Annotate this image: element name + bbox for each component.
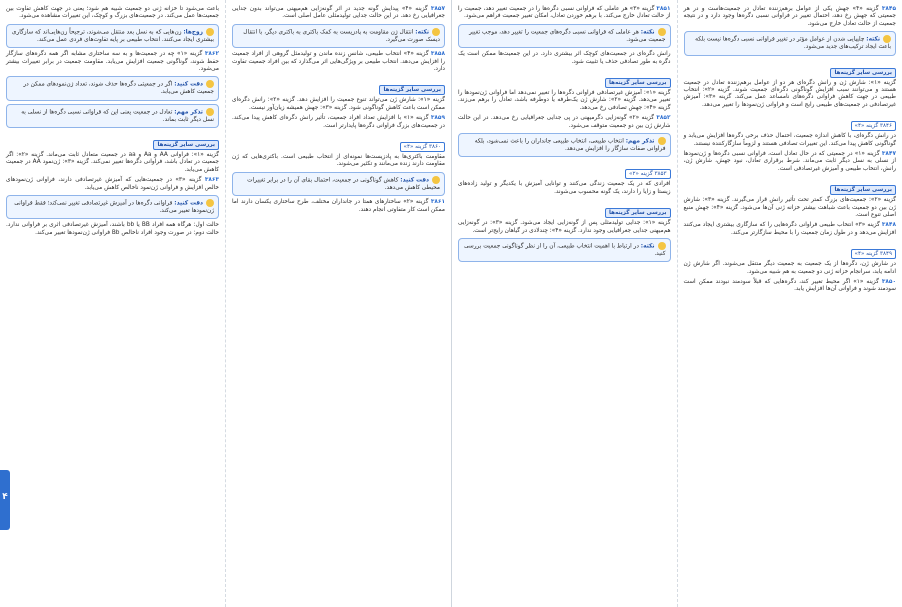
right-page-column-1	[678, 0, 902, 607]
note-text: هر عاملی که فراوانی نسبی دگره‌های جمعیت را تغییر دهد، موجب تغییر جمعیت می‌شود.	[468, 29, 666, 43]
answer-option-badge: ۳۸۶۰ گزینه «۴»	[400, 142, 445, 152]
answer-paragraph	[232, 97, 445, 112]
badge-row	[684, 59, 897, 80]
paragraph-text: افرادی که در یک جمعیت زندگی می‌کنند و توانایی آمیزش با یکدیگر و تولید زاده‌های زیستا و زایا را دارند، یک گونه محسوب می‌شوند.	[458, 181, 671, 195]
paragraph-text: گزینه «۱» با افزایش تعداد افراد جمعیت، تأثیر رانش دگره‌ای کاهش پیدا می‌کند. در جمعیت‌های بزرگ فراوانی دگره‌ها پایدارتر است.	[232, 115, 445, 129]
answer-paragraph	[458, 51, 671, 66]
answer-paragraph	[684, 197, 897, 219]
answer-paragraph	[232, 199, 445, 214]
review-options-badge: بررسی سایر گزینه‌ها	[830, 68, 896, 78]
note-text: انتقال ژن مقاومت به پادزیست به کمک باکتری به باکتری دیگر، با انتقال دیسک صورت می‌گیرد.	[243, 29, 440, 43]
answer-paragraph	[458, 115, 671, 130]
left-page-column-2	[0, 0, 226, 607]
paragraph-text: گزینه «۱»: شارش ژن و رانش دگره‌ای هر دو از عوامل برهم‌زننده تعادل در جمعیت هستند و می‌توانند سبب افزایش گوناگونی دگره‌ای جمعیت شوند. گزینه «۲»: انتخاب طبیعی در جهت کاهش فراوانی دگره‌های نامساعد عمل می‌کند. گزینه «۳»: آمیزش غیرتصادفی در جمعیت‌های طبیعی رایج است و فراوانی ژن‌نمودها را تغییر می‌دهد.	[683, 79, 897, 108]
badge-row	[684, 112, 897, 133]
paragraph-text: گزینه «۲» گونه‌زایی دگرمیهنی در پی جدایی جغرافیایی رخ می‌دهد. در این حالت شارش ژن بین دو جمعیت متوقف می‌شود.	[458, 115, 671, 129]
badge-row	[458, 160, 671, 181]
paragraph-text: در رانش دگره‌ای، با کاهش اندازه جمعیت، احتمال حذف برخی دگره‌ها افزایش می‌یابد و گوناگونی کاهش پیدا می‌کند. این تغییرات تصادفی هستند و لزوماً سازگارکننده نیستند.	[683, 133, 896, 147]
lightbulb-icon	[206, 28, 214, 36]
paragraph-text: در شارش ژن، دگره‌ها از یک جمعیت به جمعیت دیگر منتقل می‌شوند. اگر شارش ژن ادامه یابد، سرانجام خزانه ژنی دو جمعیت به هم شبیه می‌شود.	[683, 261, 896, 275]
question-number: ۳۸۵۸	[430, 51, 446, 58]
note-box	[458, 238, 671, 262]
paragraph-text: گزینه «۲» ساختارهای همتا در جانداران مختلف، طرح ساختاری یکسان دارند اما ممکن است کار متفاوتی انجام دهند.	[232, 199, 445, 213]
note-box	[6, 195, 219, 219]
badge-row	[458, 199, 671, 220]
paragraph-text: گزینه «۴» جهش یکی از عوامل برهم‌زننده تعادل در جمعیت‌هاست و در هر جمعیتی که جهش رخ دهد، احتمال تغییر در فراوانی نسبی دگره‌ها وجود دارد و در نتیجه جمعیت از حالت تعادل خارج می‌شود.	[683, 6, 896, 27]
badge-row	[232, 76, 445, 97]
note-label: زوج‌ها:	[183, 29, 203, 36]
answer-paragraph	[6, 177, 219, 192]
answer-paragraph	[232, 115, 445, 130]
note-box	[458, 133, 671, 157]
note-box	[6, 24, 219, 48]
note-label: دقت کنید:	[174, 81, 203, 88]
paragraph-text: گزینه «۱» در جمعیتی که در حال تعادل است، فراوانی نسبی دگره‌ها و ژن‌نمودها از نسلی به نسل دیگر ثابت می‌ماند. شرط برقراری تعادل، نبود جهش، شارش ژن، رانش، انتخاب طبیعی و آمیزش غیرتصادفی است.	[683, 150, 896, 172]
chapter-tab	[0, 470, 10, 530]
question-number: ۳۸۴۷	[881, 150, 896, 157]
review-options-badge: بررسی سایر گزینه‌ها	[153, 140, 219, 150]
badge-row	[458, 69, 671, 90]
answer-paragraph	[684, 151, 897, 173]
answer-paragraph	[684, 133, 897, 148]
question-number: ۳۸۴۸	[881, 222, 896, 229]
answer-paragraph	[458, 90, 671, 112]
question-number: ۳۸۵۲	[656, 115, 671, 122]
note-text: کاهش گوناگونی در جمعیت، احتمال بقای آن را در برابر تغییرات محیطی کاهش می‌دهد.	[247, 177, 440, 191]
lightbulb-icon	[432, 176, 440, 184]
question-number: ۳۸۵۱	[656, 6, 671, 12]
note-box	[232, 172, 445, 196]
paragraph-text: رانش دگره‌ای در جمعیت‌های کوچک اثر بیشتری دارد. در این جمعیت‌ها ممکن است یک دگره به طور تصادفی حذف یا تثبیت شود.	[458, 51, 671, 65]
review-options-badge: بررسی سایر گزینه‌ها	[830, 185, 896, 195]
review-options-badge: بررسی سایر گزینه‌ها	[605, 78, 671, 88]
lightbulb-icon	[658, 242, 666, 250]
paragraph-text: گزینه «۴» انتخاب طبیعی، شانس زنده ماندن و تولیدمثل گروهی از افراد جمعیت را افزایش می‌دهد. انتخاب طبیعی بر ویژگی‌هایی اثر می‌گذارد که بین افراد جمعیت تفاوت دارد.	[232, 51, 445, 72]
answer-paragraph	[458, 6, 671, 21]
note-box	[232, 24, 445, 48]
lightbulb-icon	[206, 80, 214, 88]
note-box	[458, 24, 671, 48]
answer-paragraph	[6, 51, 219, 73]
note-box	[684, 31, 897, 55]
paragraph-text: گزینه «۴» پیدایش گونه جدید در اثر گونه‌زایی هم‌میهنی می‌تواند بدون جدایی جغرافیایی رخ دهد. در این حالت جدایی تولیدمثلی عامل اصلی است.	[232, 6, 445, 20]
answer-paragraph	[684, 6, 897, 28]
answer-paragraph	[6, 6, 219, 21]
chapter-number: ۴	[2, 492, 8, 502]
note-label: نکته:	[866, 36, 880, 43]
answer-option-badge: ۳۸۴۹ گزینه «۴»	[851, 249, 896, 259]
answer-paragraph	[458, 220, 671, 235]
answer-paragraph	[232, 6, 445, 21]
left-page-column-1	[226, 0, 451, 607]
note-label: نکته:	[640, 243, 655, 250]
lightbulb-icon	[432, 28, 440, 36]
note-label: تذکر مهم:	[625, 138, 655, 145]
answer-paragraph	[684, 222, 897, 237]
paragraph-text: گزینه «۱»: شارش ژن می‌تواند تنوع جمعیت را افزایش دهد. گزینه «۲»: رانش دگره‌ای ممکن است باعث کاهش گوناگونی شود. گزینه «۳»: جهش همیشه زیان‌آور نیست.	[232, 97, 445, 111]
paragraph-text: گزینه «۱» اگر محیط تغییر کند، دگره‌هایی که قبلاً سودمند نبودند ممکن است سودمند شوند و فراوانی آن‌ها افزایش یابد.	[683, 279, 896, 293]
question-number: ۳۸۵۰	[881, 279, 896, 286]
right-page	[451, 0, 902, 607]
note-label: تذکر مهم:	[174, 109, 203, 116]
paragraph-text: گزینه «۱»: فراوانی AA و Aa و aa در جمعیت متعادل ثابت می‌ماند. گزینه «۲»: اگر جمعیت در تعادل باشد، فراوانی دگره‌ها تغییر نمی‌کند. گزینه «۳»: ژن‌نمود AA در جمعیت کاهش می‌یابد.	[6, 151, 219, 173]
question-number: ۳۸۶۳	[204, 177, 219, 184]
answer-option-badge: ۳۸۵۳ گزینه «۲»	[625, 169, 670, 179]
paragraph-text: گزینه «۳» هر عاملی که فراوانی نسبی دگره‌ها را در جمعیت تغییر دهد، جمعیت را از حالت تعادل خارج می‌کند. با برهم خوردن تعادل، امکان تغییر جمعیت فراهم می‌شود.	[458, 6, 671, 20]
lightbulb-icon	[658, 137, 666, 145]
note-text: چلیپایی شدن از عوامل مؤثر در تغییر فراوانی نسبی دگره‌ها نیست بلکه باعث ایجاد ترکیب‌های جدید می‌شود.	[695, 36, 891, 51]
question-number: ۳۸۴۵	[881, 6, 896, 12]
paragraph-text: مقاومت باکتری‌ها به پادزیست‌ها نمونه‌ای از انتخاب طبیعی است. باکتری‌هایی که ژن مقاومت دارند زنده می‌مانند و تکثیر می‌شوند.	[232, 153, 445, 168]
note-text: فراوانی دگره‌ها در آمیزش غیرتصادفی تغییر نمی‌کند؛ فقط فراوانی ژن‌نمودها تغییر می‌کند.	[14, 200, 214, 214]
badge-row	[684, 176, 897, 197]
question-number: ۳۸۵۷	[430, 6, 445, 12]
paragraph-text: گزینه «۲»: جمعیت‌های بزرگ کمتر تحت تأثیر رانش قرار می‌گیرند. گزینه «۳»: شارش ژن بین دو جمعیت باعث شباهت بیشتر خزانه ژنی آن‌ها می‌شود. گزینه «۴»: جهش منبع اصلی تنوع است.	[683, 197, 897, 218]
note-text: انتخاب طبیعی، انتخاب طبیعی جانداران را باعث نمی‌شود، بلکه فراوانی صفات سازگار را افزایش می‌دهد.	[474, 138, 666, 152]
paragraph-text: حالت اول: هرگاه همه افراد BB یا bb باشند، آمیزش غیرتصادفی اثری بر فراوانی ندارد. حالت دوم: در صورت وجود افراد ناخالص Bb فراوانی ژن‌نمودها تغییر می‌کند.	[6, 222, 220, 236]
answer-paragraph	[458, 181, 671, 196]
right-page-column-2	[452, 0, 678, 607]
lightbulb-icon	[883, 35, 891, 43]
paragraph-text: باعث می‌شود تا خزانه ژنی دو جمعیت شبیه هم شود؛ یعنی در جهت کاهش تفاوت بین جمعیت‌ها عمل می‌کند. در جمعیت‌های بزرگ و کوچک، این تغییرات مشاهده می‌شود.	[6, 6, 219, 20]
answer-option-badge: ۳۸۴۶ گزینه «۴»	[851, 121, 896, 131]
badge-row	[6, 131, 219, 152]
question-number: ۳۸۶۱	[430, 199, 445, 206]
answer-paragraph	[232, 154, 445, 169]
note-label: نکته:	[415, 29, 429, 36]
note-box	[6, 76, 219, 100]
review-options-badge: بررسی سایر گزینه‌ها	[379, 85, 445, 95]
paragraph-text: گزینه «۳» در جمعیت‌هایی که آمیزش غیرتصادفی دارند، فراوانی ژن‌نمودهای خالص افزایش و فراوانی ژن‌نمود ناخالص کاهش می‌یابد.	[6, 177, 219, 191]
badge-row	[684, 240, 897, 261]
note-text: اگر در جمعیتی دگره‌ها حذف شوند، تعداد ژن‌نمودهای ممکن در جمعیت کاهش می‌یابد.	[23, 81, 214, 96]
note-box	[6, 104, 219, 128]
badge-row	[232, 133, 445, 154]
paragraph-text: گزینه «۳» انتخاب طبیعی فراوانی دگره‌هایی را که سازگاری بیشتری ایجاد می‌کنند افزایش می‌دهد و در طول زمان جمعیت را با محیط سازگارتر می‌کند.	[683, 222, 896, 236]
question-number: ۳۸۶۲	[204, 51, 219, 58]
answer-paragraph	[6, 152, 219, 174]
note-label: نکته:	[640, 29, 655, 36]
answer-paragraph	[684, 80, 897, 110]
question-number: ۳۸۵۹	[430, 115, 445, 122]
note-text: در ارتباط با اهمیت انتخاب طبیعی، آن را از نظر گوناگونی جمعیت بررسی کنید.	[464, 243, 666, 257]
answer-paragraph	[232, 51, 445, 73]
paragraph-text: گزینه «۱»: جدایی تولیدمثلی پس از گونه‌زایی ایجاد می‌شود. گزینه «۳»: در گونه‌زایی هم‌میهنی جدایی جغرافیایی وجود ندارد. گزینه «۴»: چندلادی در گیاهان رایج‌تر است.	[458, 220, 671, 234]
review-options-badge: بررسی سایر گزینه‌ها	[605, 208, 671, 218]
answer-paragraph	[684, 261, 897, 276]
paragraph-text: گزینه «۱» چه در جمعیت‌ها و به سه ساختاری مشابه اگر همه دگره‌های سازگار حفظ شوند، گوناگونی جمعیت افزایش می‌یابد. مقاومت جمعیت در برابر تغییرات بیشتر می‌شود.	[6, 51, 219, 72]
note-label: دقت کنید:	[400, 177, 429, 184]
answer-paragraph	[684, 279, 897, 294]
note-text: تعادل در جمعیت یعنی این که فراوانی نسبی دگره‌ها از نسلی به نسل دیگر ثابت بماند.	[21, 109, 214, 123]
lightbulb-icon	[206, 108, 214, 116]
lightbulb-icon	[658, 28, 666, 36]
lightbulb-icon	[206, 199, 214, 207]
note-text: زن‌هایی که به نسل بعد منتقل می‌شوند، ترجیحاً زن‌هایی‌اند که سازگاری بیشتری ایجاد می‌کنند. انتخاب طبیعی بر پایه تفاوت‌های فردی عمل می‌کند.	[11, 29, 214, 43]
paragraph-text: گزینه «۱»: آمیزش غیرتصادفی فراوانی دگره‌ها را تغییر نمی‌دهد اما فراوانی ژن‌نمودها را تغییر می‌دهد. گزینه «۲»: شارش ژن یک‌طرفه یا دوطرفه باشد، تعادل را برهم می‌زند. گزینه «۴»: جهش تصادفی رخ می‌دهد.	[458, 89, 671, 111]
answer-paragraph	[6, 222, 219, 237]
note-label: دقت کنید:	[174, 200, 203, 207]
